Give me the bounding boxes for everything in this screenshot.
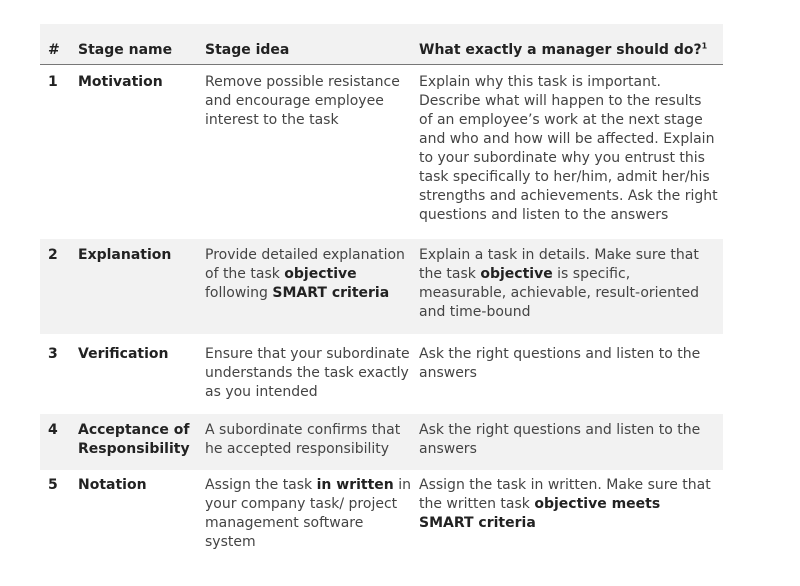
table-row: [40, 65, 723, 240]
idea-bold-smart: SMART criteria: [272, 285, 390, 301]
row-stage-name: Notation: [78, 477, 147, 493]
row-number: 4: [48, 422, 58, 438]
row-number: 5: [48, 477, 58, 493]
idea-text: in your company task/ project management software system: [205, 477, 411, 550]
action-bold-objective: objective: [480, 266, 553, 282]
row-stage-idea: [205, 470, 419, 556]
idea-bold-in-written: in written: [316, 477, 394, 493]
table-row: [40, 334, 723, 414]
row-manager-action: Ask the right questions and listen to the answers: [419, 346, 701, 381]
table-row: [40, 470, 723, 556]
table-header-row: [40, 24, 723, 65]
action-text: is specific, measurable, achievable, result-oriented and time-bound: [419, 266, 700, 320]
idea-text: Provide detailed explanation of the task: [205, 247, 405, 282]
row-manager-action: Ask the right questions and listen to the answers: [419, 422, 701, 457]
table-row: [40, 239, 723, 334]
row-stage-name: Explanation: [78, 247, 172, 263]
row-stage-name: Verification: [78, 346, 169, 362]
row-number: 1: [48, 74, 58, 90]
row-manager-action: [419, 470, 723, 556]
row-stage-idea: Ensure that your subordinate understands the task exactly as you intended: [205, 346, 410, 400]
idea-text: Assign the task: [205, 477, 317, 493]
row-manager-action: Explain why this task is important. Describe what will happen to the results of an employee’s work at the next stage and who and how will be affected. Explain to your subordinate why you entrust this task specifically to her/him, admit her/his strengths and achievements. Ask the right questions and listen to the answers: [419, 74, 718, 223]
table-row: [40, 414, 723, 470]
header-number: #: [40, 24, 78, 65]
row-stage-name: Acceptance of Responsibility: [78, 422, 190, 457]
action-bold-smart: objective meets SMART criteria: [419, 496, 661, 531]
row-stage-idea: A subordinate confirms that he accepted responsibility: [205, 422, 401, 457]
action-text: Explain a task in details. Make sure that the task: [419, 247, 699, 282]
row-number: 2: [48, 247, 58, 263]
stages-table-container: [40, 24, 723, 556]
row-stage-idea: Remove possible resistance and encourage employee interest to the task: [205, 74, 400, 128]
footnote-marker: 1: [701, 41, 708, 51]
row-stage-idea: [205, 239, 419, 334]
action-text: Assign the task in written. Make sure that the written task: [419, 477, 711, 512]
header-manager-action: [419, 24, 723, 65]
header-manager-action-text: What exactly a manager should do?: [419, 42, 702, 58]
idea-bold-objective: objective: [284, 266, 357, 282]
header-stage-name: Stage name: [78, 24, 205, 65]
stages-table: [40, 24, 723, 556]
header-stage-idea: Stage idea: [205, 24, 419, 65]
row-number: 3: [48, 346, 58, 362]
row-manager-action: [419, 239, 723, 334]
idea-text: following: [205, 285, 273, 301]
row-stage-name: Motivation: [78, 74, 163, 90]
